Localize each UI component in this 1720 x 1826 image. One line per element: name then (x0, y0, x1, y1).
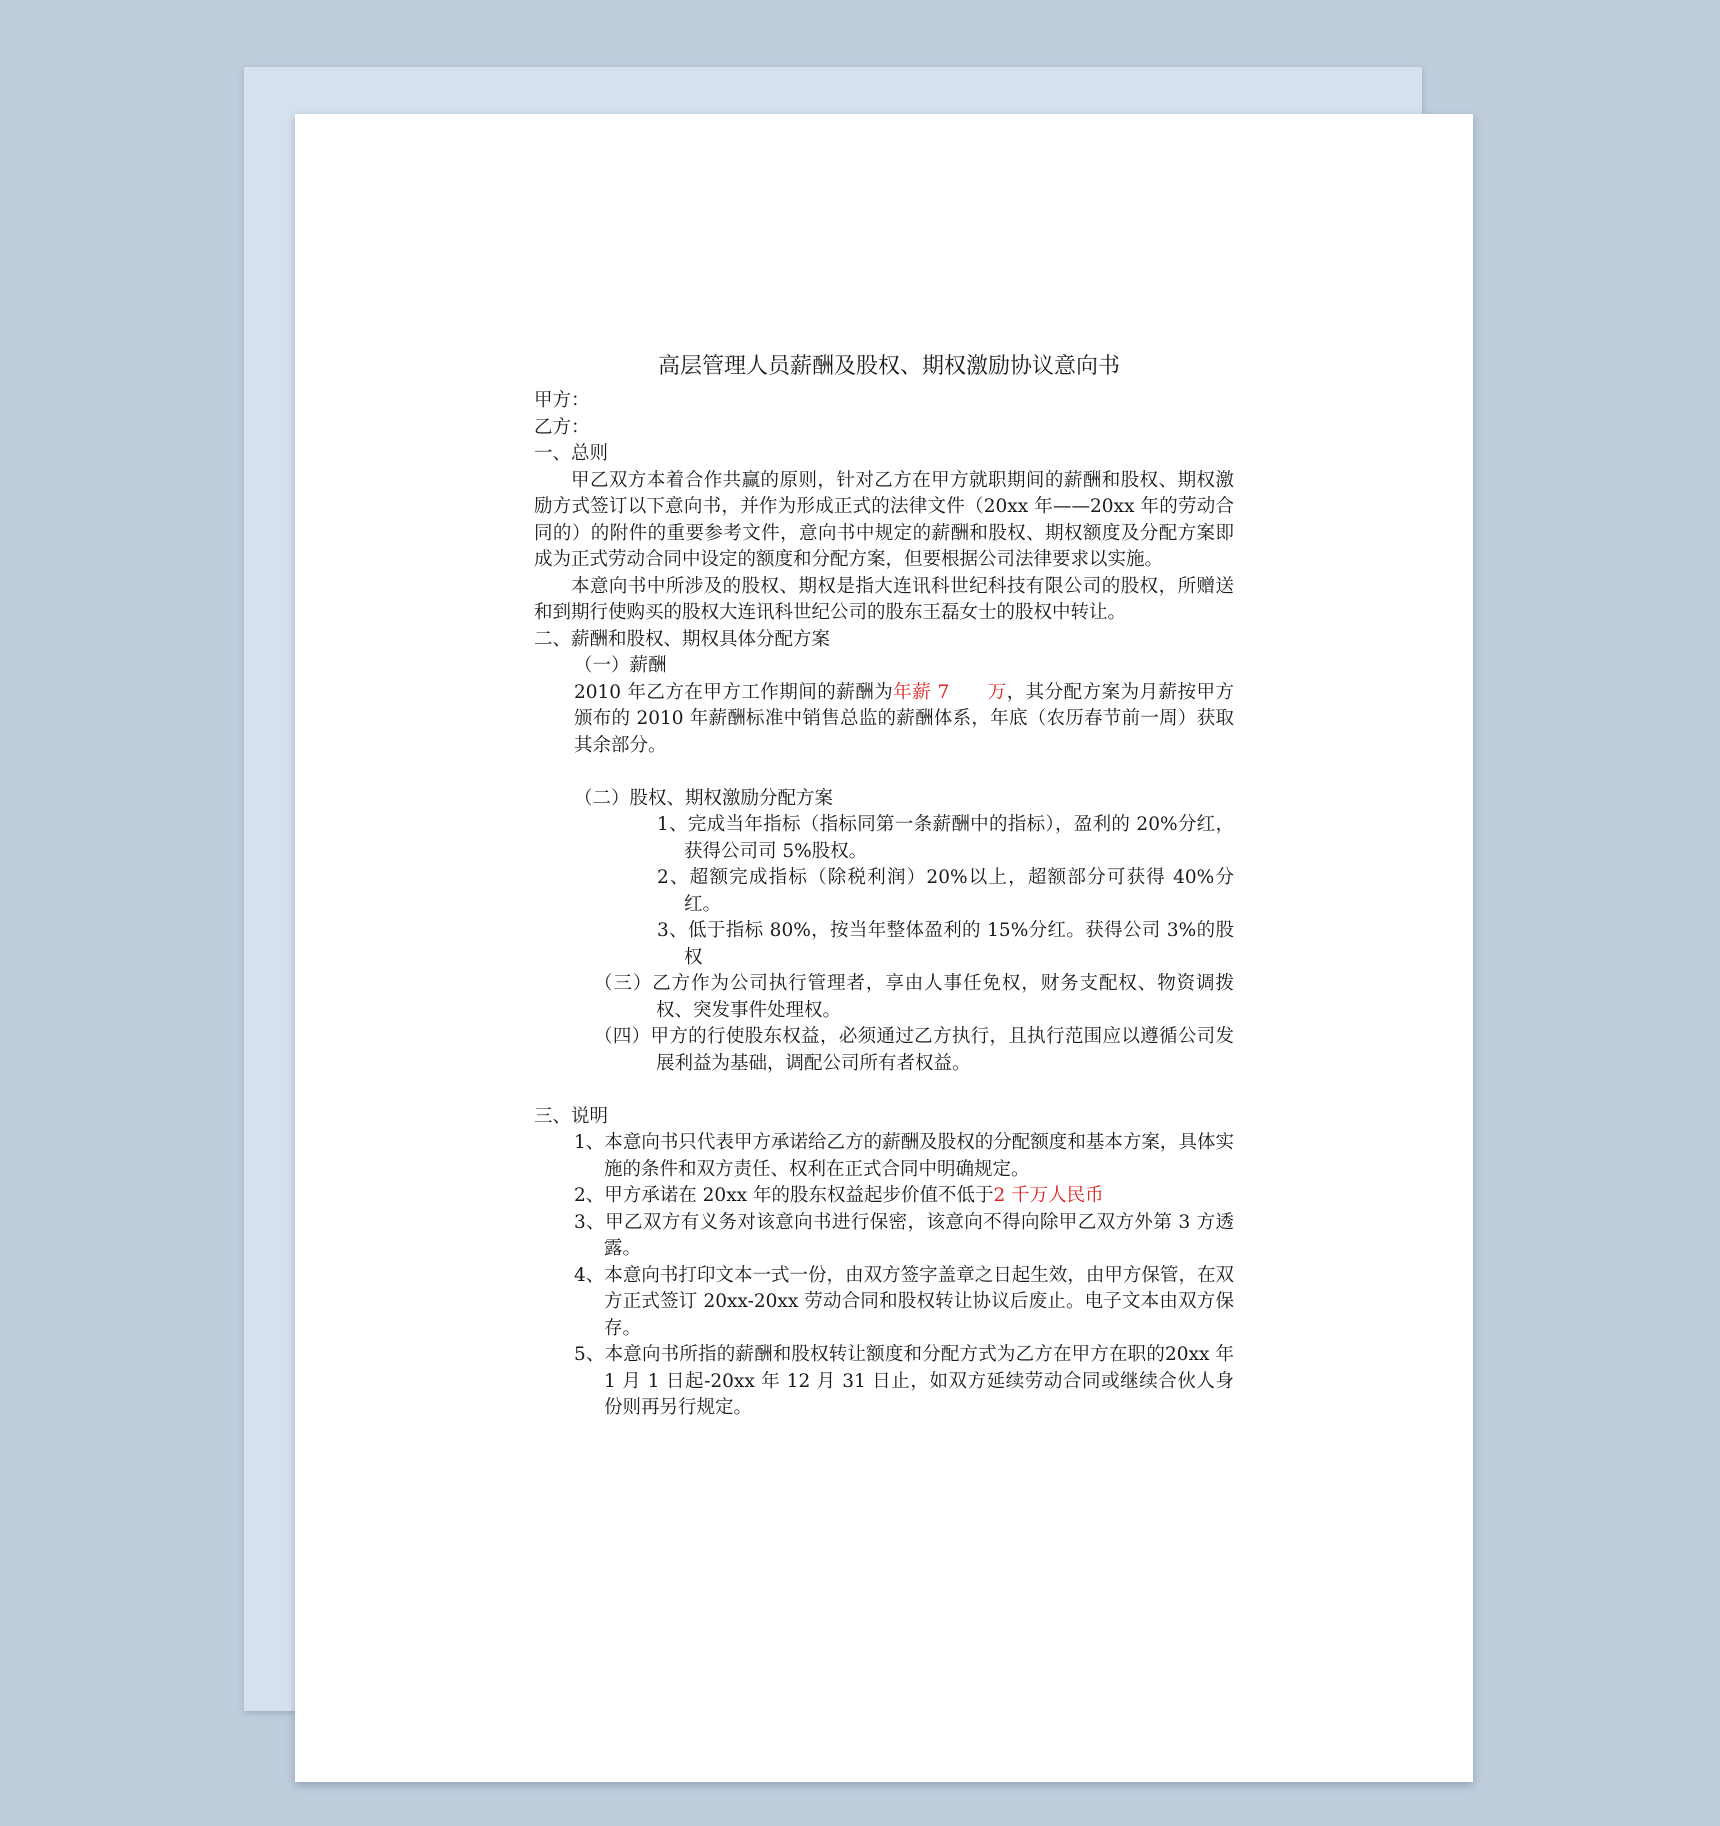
section-3-heading: 三、说明 (534, 1105, 609, 1127)
party-b-label: 乙方： (534, 416, 590, 438)
note-item-3: 3、甲乙双方有义务对该意向书进行保密，该意向不得向除甲乙双方外第 3 方透露。 (574, 1211, 1234, 1259)
plan-item-3: 3、低于指标 80%，按当年整体盈利的 15%分红。获得公司 3%的股权 (657, 920, 1234, 968)
note-2-amount-highlight: 2 千万人民币 (993, 1185, 1104, 1206)
spacer (534, 759, 1234, 786)
plan-item-2: 2、超额完成指标（除税利润）20%以上，超额部分可获得 40%分红。 (657, 867, 1234, 915)
party-a-label: 甲方： (534, 390, 590, 411)
section-1-paragraph-1: 甲乙双方本着合作共赢的原则，针对乙方在甲方就职期间的薪酬和股权、期权激励方式签订以下意向书，并作为形成正式的法律文件（20xx 年——20xx 年的劳动合同的）的附件的重要参考文件，意向书中规定的薪酬和股权、期权额度及分配方案即成为正式劳动合同中设定的额度和分配方案，但要根据公司法律要求以实施。 (534, 469, 1234, 570)
section-1-heading: 一、总则 (534, 443, 609, 464)
section-2-sub-4: （四）甲方的行使股东权益，必须通过乙方执行，且执行范围应以遵循公司发展利益为基础，调配公司所有者权益。 (594, 1026, 1234, 1074)
note-2-text: 2、甲方承诺在 20xx 年的股东权益起步价值不低于 (574, 1185, 994, 1206)
section-2-sub-3: （三）乙方作为公司执行管理者，享由人事任免权，财务支配权、物资调拨权、突发事件处理权。 (594, 973, 1234, 1021)
section-2-sub-1-heading: （一）薪酬 (574, 655, 667, 676)
note-item-2 (534, 1183, 1234, 1210)
salary-amount-highlight: 年薪 7 万 (893, 681, 1007, 703)
note-item-1: 1、本意向书只代表甲方承诺给乙方的薪酬及股权的分配额度和基本方案，具体实施的条件和双方责任、权利在正式合同中明确规定。 (574, 1132, 1234, 1180)
salary-text-pre: 2010 年乙方在甲方工作期间的薪酬为 (574, 681, 894, 703)
section-1-paragraph-2: 本意向书中所涉及的股权、期权是指大连讯科世纪科技有限公司的股权，所赠送和到期行使购买的股权大连讯科世纪公司的股东王磊女士的股权中转让。 (534, 575, 1234, 623)
section-2-heading: 二、薪酬和股权、期权具体分配方案 (534, 628, 831, 650)
spacer (534, 1077, 1234, 1104)
document-page (295, 114, 1473, 1782)
document-title: 高层管理人员薪酬及股权、期权激励协议意向书 (657, 354, 1120, 379)
salary-paragraph (534, 680, 1234, 760)
section-2-sub-2-heading: （二）股权、期权激励分配方案 (574, 787, 834, 809)
note-item-4: 4、本意向书打印文本一式一份，由双方签字盖章之日起生效，由甲方保管，在双方正式签订 20xx-20xx 劳动合同和股权转让协议后废止。电子文本由双方保存。 (574, 1264, 1234, 1339)
plan-item-1: 1、完成当年指标（指标同第一条薪酬中的指标），盈利的 20%分红，获得公司司 5%股权。 (657, 814, 1234, 862)
document-content (534, 352, 1234, 1422)
salary-text-post: ，其分配方案为月薪按甲方颁布的 2010 年薪酬标准中销售总监的薪酬体系，年底（农历春节前一周）获取其余部分。 (574, 681, 1234, 756)
note-item-5: 5、本意向书所指的薪酬和股权转让额度和分配方式为乙方在甲方在职的20xx 年 1 月 1 日起-20xx 年 12 月 31 日止，如双方延续劳动合同或继续合伙人身份则再另行规定。 (574, 1344, 1234, 1418)
